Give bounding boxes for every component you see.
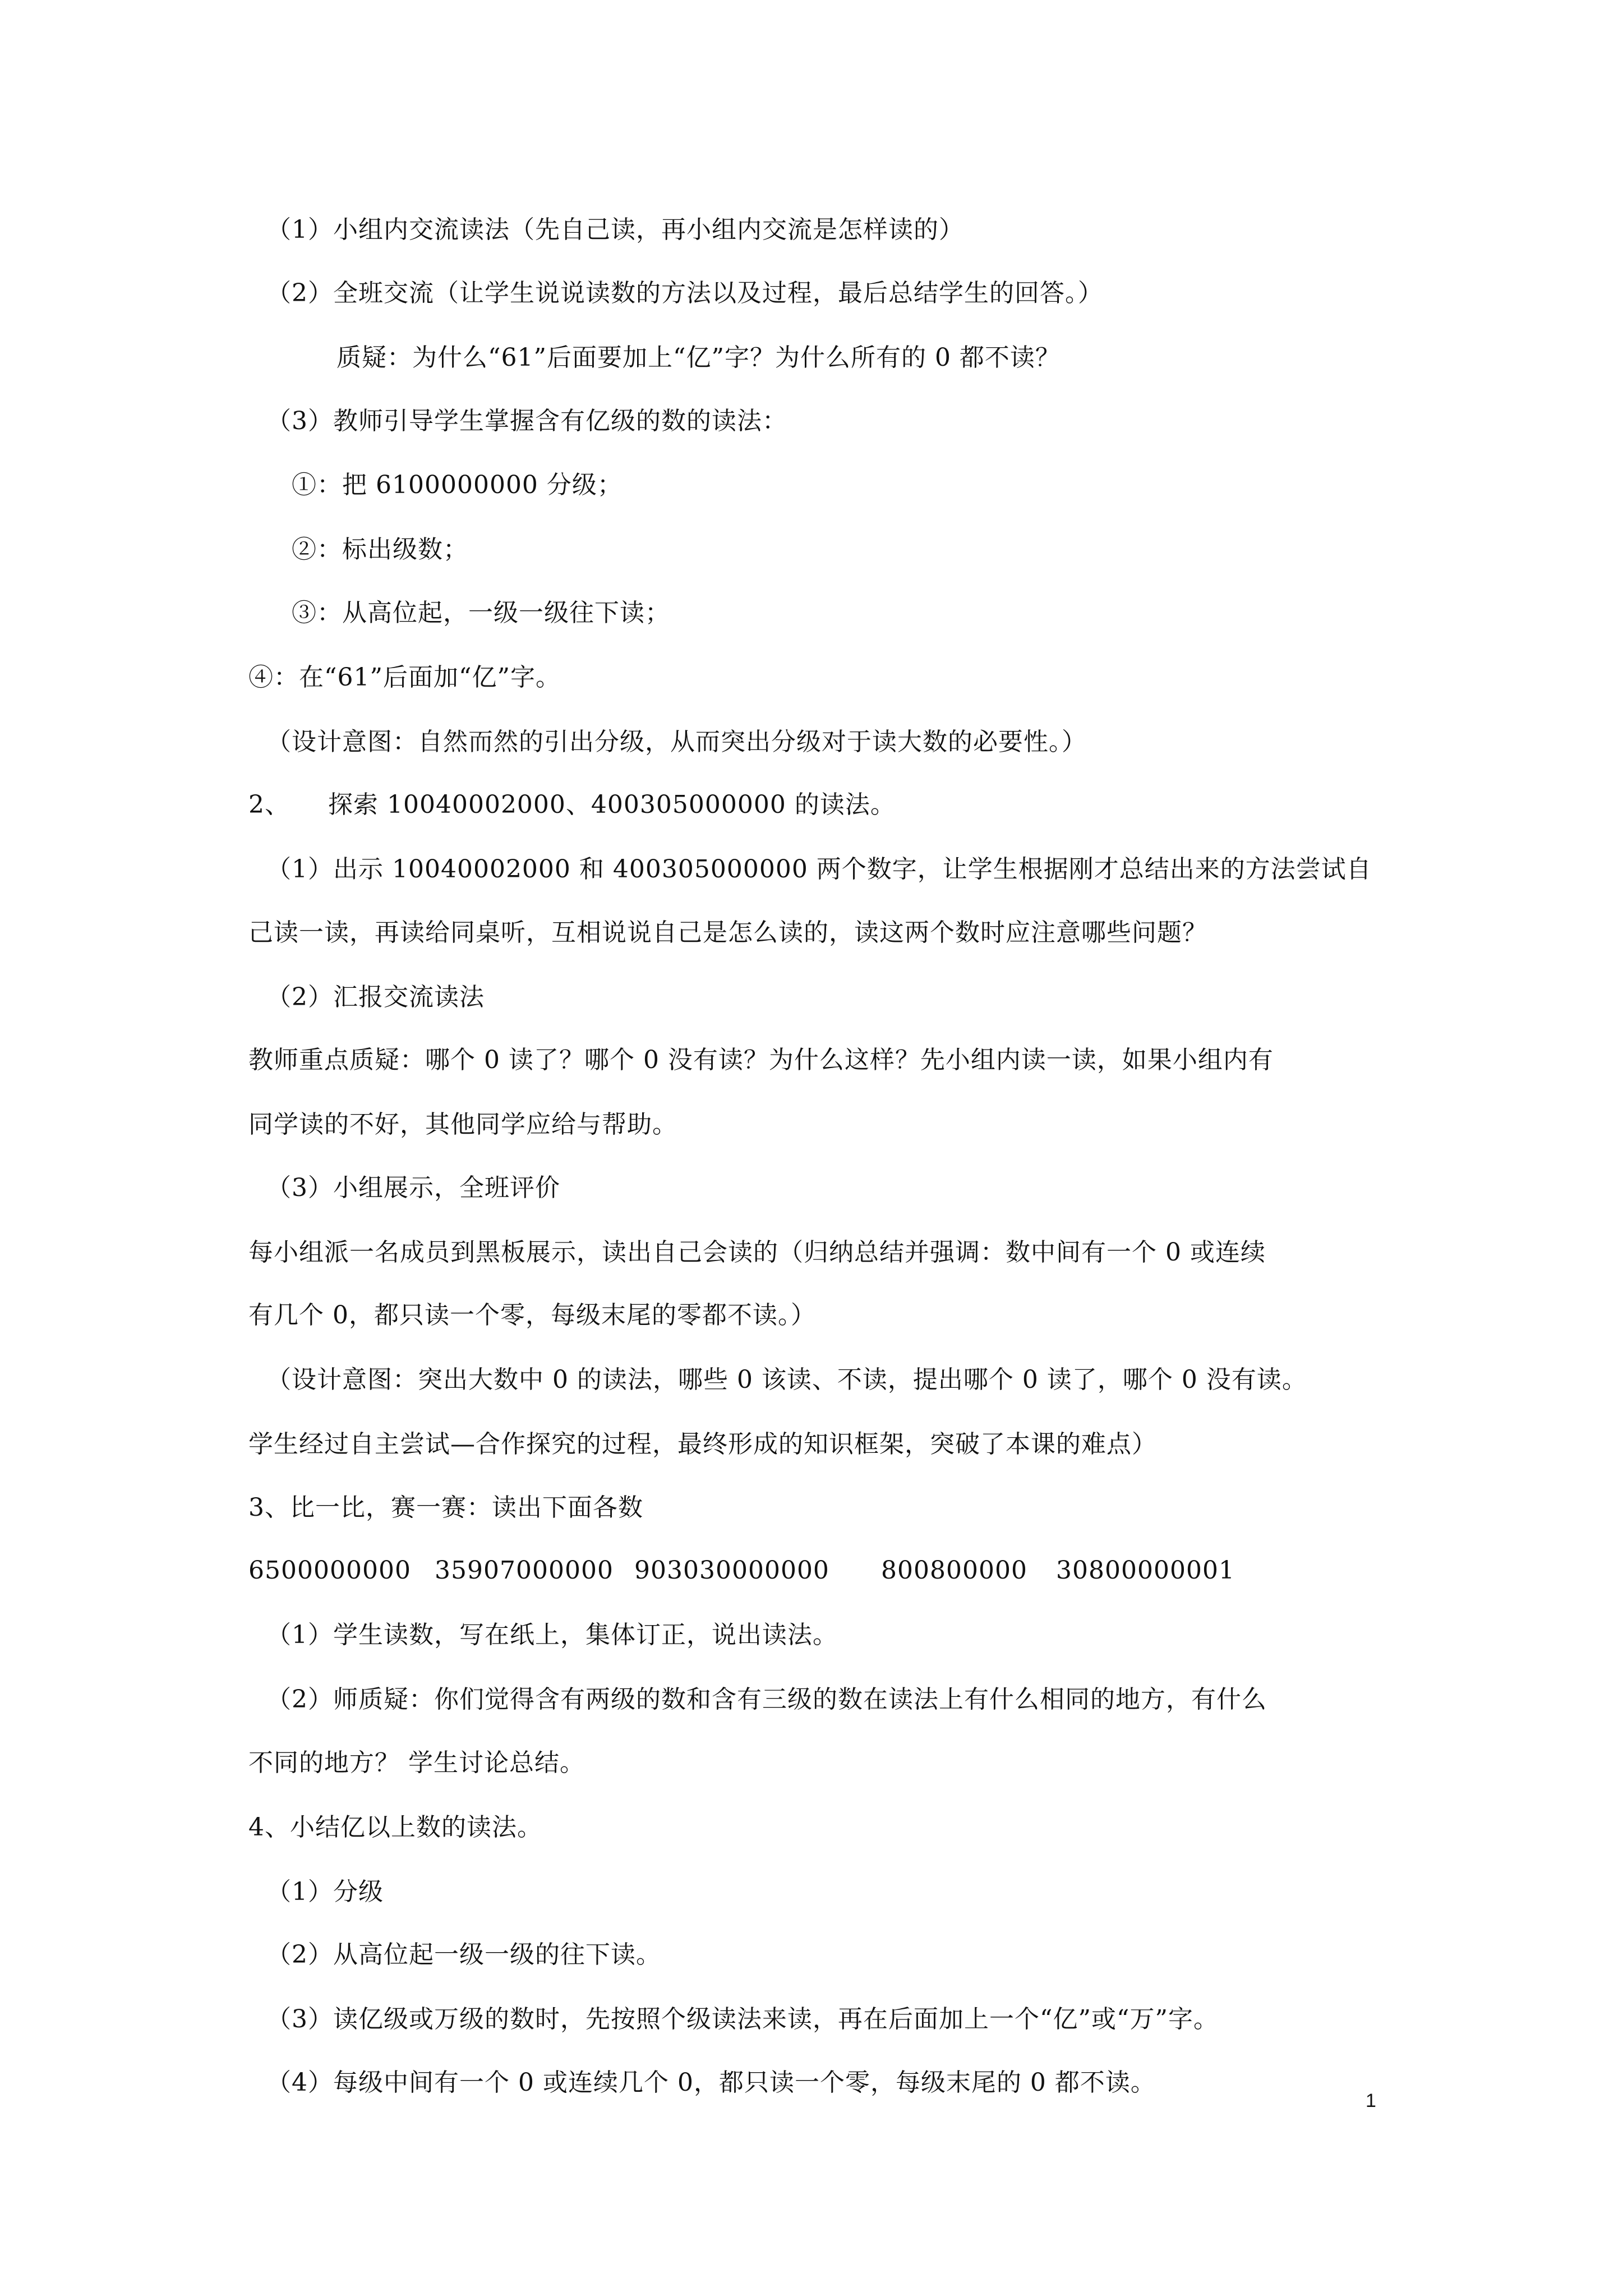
paragraph-line: （设计意图：突出大数中 0 的读法，哪些 0 该读、不读，提出哪个 0 读了，哪个 0 没有读。 [266, 1365, 1307, 1394]
paragraph-line: 教师重点质疑：哪个 0 读了？哪个 0 没有读？为什么这样？先小组内读一读，如果小组内有 [248, 1046, 1274, 1074]
section-heading: 4、小结亿以上数的读法。 [248, 1813, 542, 1842]
paragraph-line: （3）教师引导学生掌握含有亿级的数的读法： [266, 407, 787, 435]
number-item: 800800000 [881, 1556, 1027, 1585]
paragraph-line: （2）从高位起一级一级的往下读。 [266, 1940, 661, 1969]
number-item: 30800000001 [1056, 1556, 1235, 1585]
page-number: 1 [1366, 2090, 1376, 2111]
section-heading: 3、比一比，赛一赛：读出下面各数 [248, 1493, 643, 1522]
paragraph-line: ①：把 6100000000 分级； [292, 471, 623, 499]
paragraph-line: （1）出示 10040002000 和 400305000000 两个数字，让学生根据刚才总结出来的方法尝试自 [266, 855, 1372, 884]
paragraph-line: 有几个 0，都只读一个零，每级末尾的零都不读。） [248, 1301, 816, 1329]
paragraph-line: （2）师质疑：你们觉得含有两级的数和含有三级的数在读法上有什么相同的地方，有什么 [266, 1685, 1267, 1714]
paragraph-line: （1）学生读数，写在纸上，集体订正，说出读法。 [266, 1621, 838, 1649]
paragraph-line: ②：标出级数； [292, 535, 468, 564]
paragraph-line: 质疑：为什么“61”后面要加上“亿”字？为什么所有的 0 都不读？ [336, 343, 1061, 372]
paragraph-line: （4）每级中间有一个 0 或连续几个 0，都只读一个零，每级末尾的 0 都不读。 [266, 2068, 1156, 2097]
number-item: 903030000000 [634, 1556, 829, 1585]
paragraph-line: （1）分级 [266, 1878, 384, 1906]
paragraph-line: 每小组派一名成员到黑板展示，读出自己会读的（归纳总结并强调：数中间有一个 0 或连续 [248, 1238, 1266, 1267]
paragraph-line: 同学读的不好，其他同学应给与帮助。 [248, 1110, 677, 1139]
paragraph-line: 不同的地方？ 学生讨论总结。 [248, 1749, 585, 1777]
paragraph-line: （3）读亿级或万级的数时，先按照个级读法来读，再在后面加上一个“亿”或“万”字。 [266, 2005, 1219, 2033]
paragraph-line: （设计意图：自然而然的引出分级，从而突出分级对于读大数的必要性。） [266, 728, 1087, 756]
paragraph-line: 学生经过自主尝试—合作探究的过程，最终形成的知识框架，突破了本课的难点） [248, 1430, 1157, 1458]
number-list [248, 1554, 1482, 1588]
paragraph-line: ④：在“61”后面加“亿”字。 [248, 663, 561, 692]
paragraph-line: （2）汇报交流读法 [266, 983, 485, 1011]
paragraph-line: （2）全班交流（让学生说说读数的方法以及过程，最后总结学生的回答。） [266, 279, 1103, 307]
paragraph-line: ③：从高位起，一级一级往下读； [292, 599, 670, 627]
number-item: 6500000000 [248, 1556, 411, 1585]
paragraph-line: （1）小组内交流读法（先自己读，再小组内交流是怎样读的） [266, 215, 964, 244]
paragraph-line: 己读一读，再读给同桌听，互相说说自己是怎么读的，读这两个数时应注意哪些问题？ [248, 918, 1207, 947]
paragraph-line: （3）小组展示，全班评价 [266, 1174, 560, 1202]
number-item: 35907000000 [435, 1556, 614, 1585]
section-heading: 2、 探索 10040002000、400305000000 的读法。 [248, 790, 896, 819]
